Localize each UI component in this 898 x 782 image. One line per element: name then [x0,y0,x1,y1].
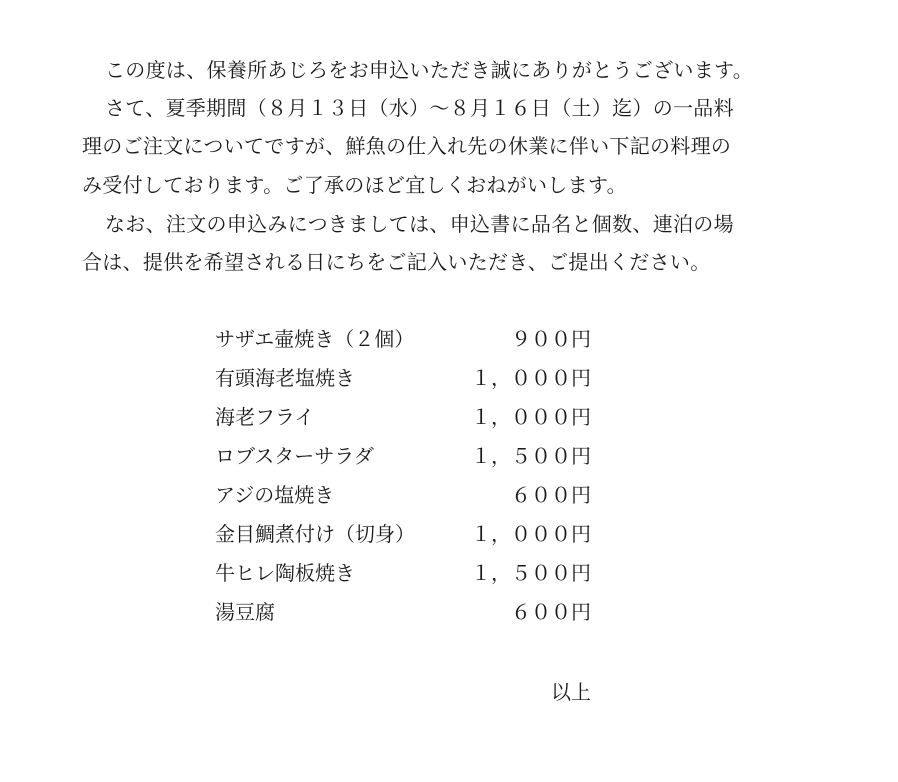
menu-item [215,326,591,352]
menu-item-price: １，０００円 [471,366,591,390]
menu-item-price: ９００円 [511,327,591,351]
menu-item [215,599,591,625]
menu-item [215,365,591,391]
menu-item-price: １，０００円 [471,405,591,429]
menu-item-price: ６００円 [511,600,591,624]
menu-item-price: １，５００円 [471,561,591,585]
menu-item-name: 湯豆腐 [215,600,275,624]
paragraph-line-1: この度は、保養所あじろをお申込いただき誠にありがとうございます。 [105,58,753,82]
closing-mark: 以上 [551,680,591,704]
paragraph-line-2: さて、夏季期間（８月１３日（水）～８月１６日（土）迄）の一品料 [105,96,734,120]
menu-item [215,482,591,508]
paragraph-line-4: み受付しております。ご了承のほど宜しくおねがいします。 [82,173,627,197]
menu-item-price: １，５００円 [471,444,591,468]
menu-item-name: 有頭海老塩焼き [215,366,355,390]
paragraph-line-3: 理のご注文についてですが、鮮魚の仕入れ先の休業に伴い下記の料理の [82,134,732,158]
menu-item-name: 金目鯛煮付け（切身） [215,522,415,546]
menu-item [215,443,591,469]
menu-item [215,404,591,430]
menu-item-name: ロブスターサラダ [215,444,374,468]
paragraph-line-5: なお、注文の申込みにつきましては、申込書に品名と個数、連泊の場 [105,212,734,236]
paragraph-line-6: 合は、提供を希望される日にちをご記入いただき、ご提出ください。 [82,250,711,274]
menu-item [215,560,591,586]
menu-item [215,521,591,547]
menu-item-name: 海老フライ [215,405,315,429]
menu-item-name: サザエ壷焼き（２個） [215,327,415,351]
menu-item-name: 牛ヒレ陶板焼き [215,561,355,585]
menu-item-price: １，０００円 [471,522,591,546]
menu-item-name: アジの塩焼き [215,483,335,507]
menu-item-price: ６００円 [511,483,591,507]
